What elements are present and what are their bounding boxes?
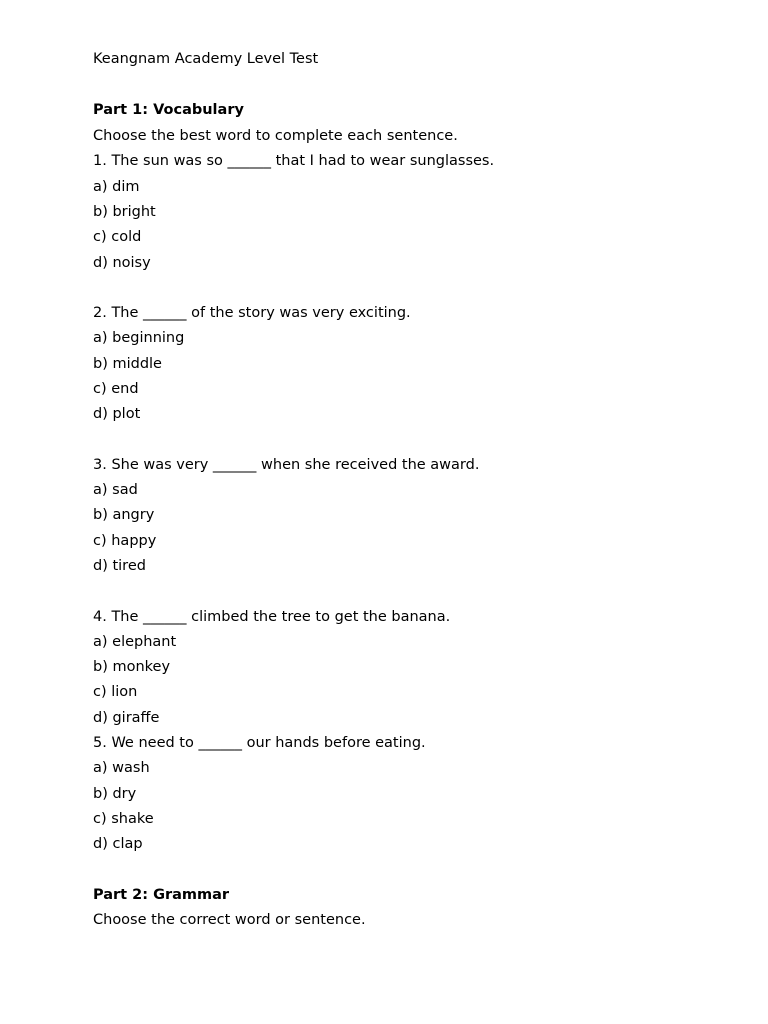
question-1-option-b: b) bright	[93, 204, 156, 220]
question-5-option-d: d) clap	[93, 836, 143, 852]
question-1-option-d: d) noisy	[93, 255, 151, 271]
question-1-option-a: a) dim	[93, 179, 140, 195]
question-2-option-c: c) end	[93, 381, 139, 397]
question-4-option-a: a) elephant	[93, 634, 177, 650]
question-3-option-d: d) tired	[93, 558, 146, 574]
question-3-option-a: a) sad	[93, 482, 138, 498]
question-4: 4. The ______ climbed the tree to get the banana.	[93, 609, 451, 625]
question-4-option-c: c) lion	[93, 684, 138, 700]
question-2-option-a: a) beginning	[93, 330, 185, 346]
question-5-option-c: c) shake	[93, 811, 154, 827]
question-5: 5. We need to ______ our hands before eating.	[93, 735, 426, 751]
question-5-option-a: a) wash	[93, 760, 150, 776]
question-2-option-b: b) middle	[93, 356, 162, 372]
question-1: 1. The sun was so ______ that I had to wear sunglasses.	[93, 153, 495, 169]
part1-instructions: Choose the best word to complete each sentence.	[93, 128, 458, 144]
question-4-option-d: d) giraffe	[93, 710, 160, 726]
part2-instructions: Choose the correct word or sentence.	[93, 912, 366, 928]
question-2: 2. The ______ of the story was very exciting.	[93, 305, 411, 321]
question-3-option-b: b) angry	[93, 507, 155, 523]
question-5-option-b: b) dry	[93, 786, 137, 802]
question-2-option-d: d) plot	[93, 406, 141, 422]
part2-heading: Part 2: Grammar	[93, 887, 230, 903]
question-4-option-b: b) monkey	[93, 659, 171, 675]
document-title: Keangnam Academy Level Test	[93, 51, 319, 67]
question-3: 3. She was very ______ when she received the award.	[93, 457, 480, 473]
part1-heading: Part 1: Vocabulary	[93, 102, 244, 118]
question-1-option-c: c) cold	[93, 229, 142, 245]
question-3-option-c: c) happy	[93, 533, 157, 549]
